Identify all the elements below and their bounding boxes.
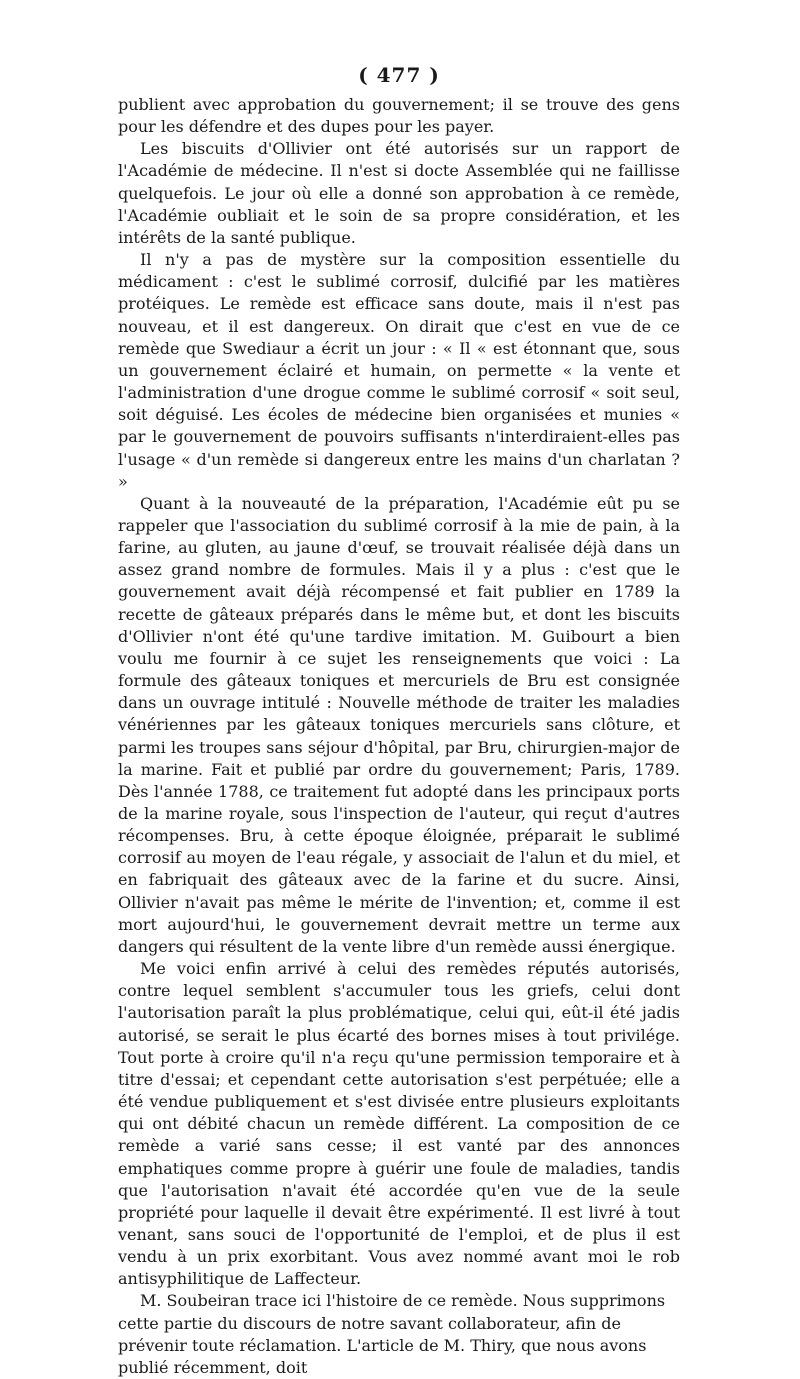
paragraph: publient avec approbation du gouvernement; il se trouve des gens pour les défendre et des dupes pour les payer. (118, 95, 680, 137)
paragraph: Me voici enfin arrivé à celui des remèdes réputés autorisés, contre lequel semblent s'accumuler tous les griefs, celui dont l'autorisation paraît la plus problématique, celui qui, eût-il été jadis autorisé, se serait le plus écarté des bornes mises à tout privilége. Tout porte à croire qu'il n'a reçu qu'une permission temporaire et à titre d'essai; et cependant cette autorisation s'est perpétuée; elle a été vendue publiquement et s'est divisée entre plusieurs exploitants qui ont débité chacun un remède différent. La composition de ce remède a varié sans cesse; il est vanté par des annonces emphatiques comme propre à guérir une foule de maladies, tandis que l'autorisation n'avait été accordée qu'en vue de la seule propriété pour laquelle il devait être expérimenté. Il est livré à tout venant, sans souci de l'opportunité de l'emploi, et de plus il est vendu à un prix exorbitant. Vous avez nommé avant moi le rob antisyphilitique de Laffecteur. (118, 959, 680, 1289)
paragraph: Les biscuits d'Ollivier ont été autorisés sur un rapport de l'Académie de médecine. Il n'est si docte Assemblée qui ne faillisse quelquefois. Le jour où elle a donné son approbation à ce remède, l'Académie oubliait et le soin de sa propre considération, et les intérêts de la santé publique. (118, 139, 680, 247)
paragraph: Quant à la nouveauté de la préparation, l'Académie eût pu se rappeler que l'association du sublimé corrosif à la mie de pain, à la farine, au gluten, au jaune d'œuf, se trouvait réalisée déjà dans un assez grand nombre de formules. Mais il y a plus : c'est que le gouvernement avait déjà récompensé et fait publier en 1789 la recette de gâteaux préparés dans le même but, et dont les biscuits d'Ollivier n'ont été qu'une tardive imitation. M. Guibourt a bien voulu me fournir à ce sujet les renseignements que voici : La formule des gâteaux toniques et mercuriels de Bru est consignée dans un ouvrage intitulé : Nouvelle méthode de traiter les maladies vénériennes par les gâteaux toniques mercuriels sans clôture, et parmi les troupes sans séjour d'hôpital, par Bru, chirurgien-major de la marine. Fait et publié par ordre du gouvernement; Paris, 1789. Dès l'année 1788, ce traitement fut adopté dans les principaux ports de la marine royale, sous l'inspection de l'auteur, qui reçut d'autres récompenses. Bru, à cette époque éloignée, préparait le sublimé corrosif au moyen de l'eau régale, y associait de l'alun et du miel, et en fabriquait des gâteaux avec de la farine et du sucre. Ainsi, Ollivier n'avait pas même le mérite de l'invention; et, comme il est mort aujourd'hui, le gouvernement devrait mettre un terme aux dangers qui résultent de la vente libre d'un remède aussi énergique. (118, 493, 680, 956)
body-text (118, 94, 680, 1379)
document-page (118, 58, 680, 1379)
paragraph: Il n'y a pas de mystère sur la composition essentielle du médicament : c'est le sublimé corrosif, dulcifié par les matières protéiques. Le remède est efficace sans doute, mais il n'est pas nouveau, et il est dangereux. On dirait que c'est en vue de ce remède que Swediaur a écrit un jour : « Il « est étonnant que, sous un gouvernement éclairé et humain, on permette « la vente et l'administration d'une drogue comme le sublimé corrosif « soit seul, soit déguisé. Les écoles de médecine bien organisées et munies « par le gouvernement de pouvoirs suffisants n'interdiraient-elles pas l'usage « d'un remède si dangereux entre les mains d'un charlatan ? » (118, 250, 680, 491)
page-number: ( 477 ) (358, 63, 440, 87)
paragraph: M. Soubeiran trace ici l'histoire de ce remède. Nous supprimons cette partie du discours de notre savant collaborateur, afin de prévenir toute réclamation. L'article de M. Thiry, que nous avons publié récemment, doit (118, 1291, 666, 1377)
final-paragraph-wrapper (118, 1290, 680, 1379)
